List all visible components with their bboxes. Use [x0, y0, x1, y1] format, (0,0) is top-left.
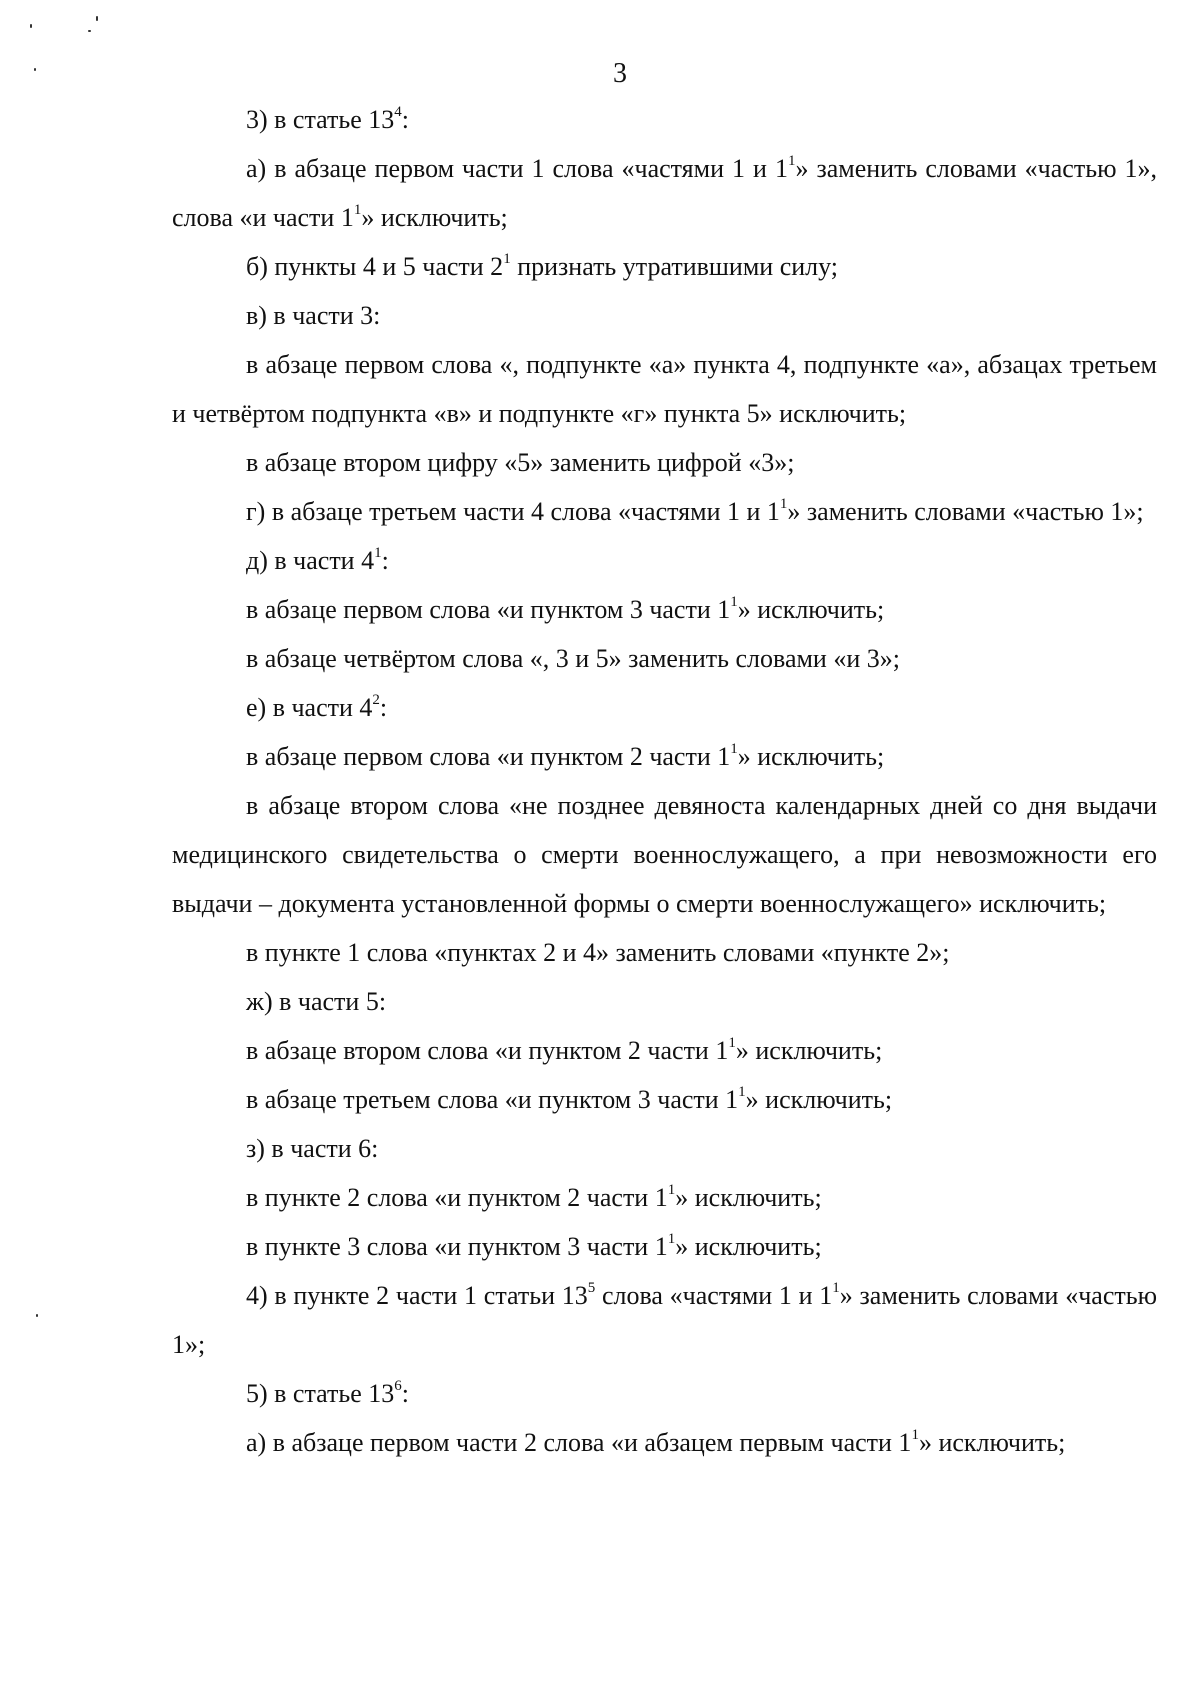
paragraph: 4) в пункте 2 части 1 статьи $13^5$ слова «частями 1 и $1^1$» заменить словами «частью 1»; [172, 1280, 1157, 1359]
paragraph: в пункте 3 слова «и пунктом 3 части $1^1$» исключить; [246, 1231, 822, 1261]
scan-speck [30, 24, 32, 28]
paragraph: в) в части 3: [246, 301, 381, 330]
paragraph: а) в абзаце первом части 1 слова «частями 1 и $1^1$» заменить словами «частью 1», слова «и части $1^1$» исключить; [172, 153, 1157, 232]
page-number: 3 [613, 58, 627, 89]
paragraph: в абзаце первом слова «и пунктом 3 части $1^1$» исключить; [246, 594, 885, 624]
paragraph: е) в части $4^2$: [246, 692, 388, 722]
paragraph: а) в абзаце первом части 2 слова «и абзацем первым части $1^1$» исключить; [246, 1427, 1066, 1457]
paragraph: в пункте 1 слова «пунктах 2 и 4» заменить словами «пункте 2»; [246, 938, 950, 967]
paragraph: в абзаце втором цифру «5» заменить цифрой «3»; [246, 448, 795, 477]
scan-speck [88, 30, 91, 32]
scan-speck [36, 1314, 38, 1317]
paragraph: г) в абзаце третьем части 4 слова «частями 1 и $1^1$» заменить словами «частью 1»; [246, 496, 1144, 526]
paragraph: з) в части 6: [246, 1134, 379, 1163]
paragraph: в абзаце третьем слова «и пунктом 3 части $1^1$» исключить; [246, 1084, 893, 1114]
paragraph: в абзаце четвёртом слова «, 3 и 5» заменить словами «и 3»; [246, 644, 900, 673]
paragraph: в абзаце втором слова «и пунктом 2 части $1^1$» исключить; [246, 1035, 883, 1065]
paragraph: в пункте 2 слова «и пунктом 2 части $1^1$» исключить; [246, 1182, 822, 1212]
scan-speck [96, 16, 98, 21]
paragraph: в абзаце первом слова «, подпункте «а» пункта 4, подпункте «а», абзацах третьем и четвёртом подпункта «в» и подпункте «г» пункта 5» исключить; [172, 350, 1157, 428]
paragraph: б) пункты 4 и 5 части $2^1$ признать утратившими силу; [246, 251, 838, 281]
paragraph: 5) в статье $13^6$: [246, 1378, 410, 1408]
paragraph: ж) в части 5: [246, 987, 387, 1016]
paragraph: 3) в статье $13^4$: [246, 104, 410, 134]
document-body [172, 95, 1157, 1467]
paragraph: в абзаце втором слова «не позднее девяноста календарных дней со дня выдачи медицинского свидетельства о смерти военнослужащего, а при невозможности его выдачи – документа установленной формы о смерти военнослужащего» исключить; [172, 791, 1157, 918]
paragraph: в абзаце первом слова «и пунктом 2 части $1^1$» исключить; [246, 741, 885, 771]
paragraph: д) в части $4^1$: [246, 545, 389, 575]
